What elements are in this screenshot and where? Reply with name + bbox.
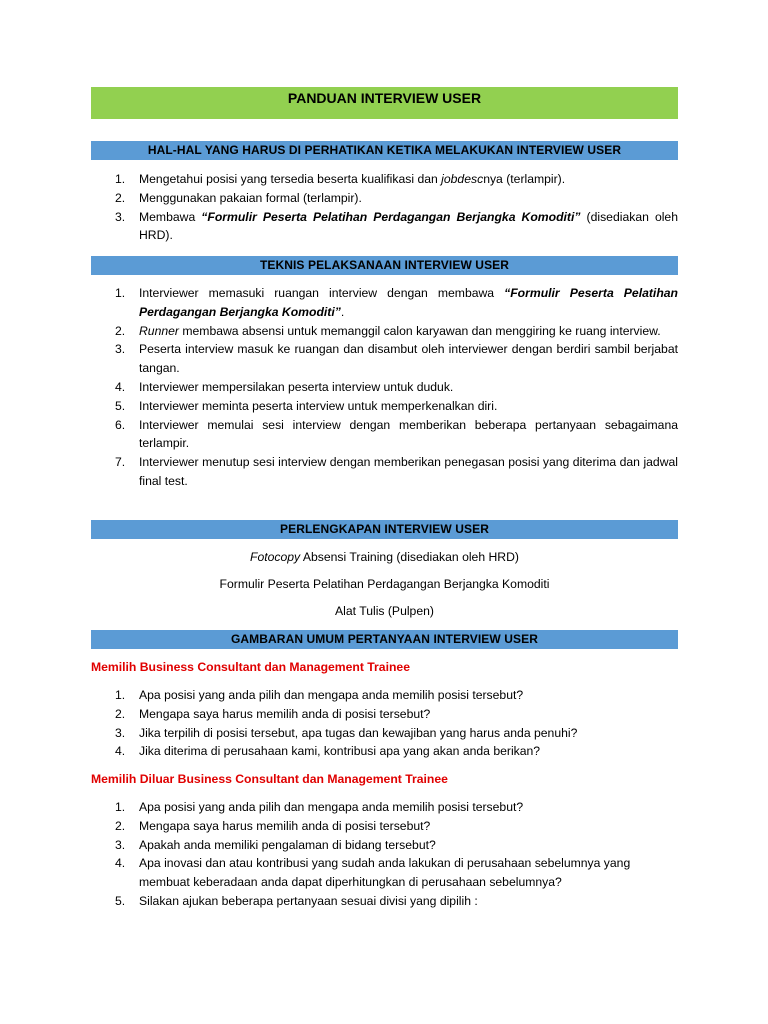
list-item	[91, 798, 678, 817]
list-text: Mengetahui posisi yang tersedia beserta kualifikasi dan	[139, 172, 442, 186]
list-number: 2.	[115, 323, 126, 338]
list-item	[91, 453, 678, 491]
list-text: Mengapa saya harus memilih anda di posisi tersebut?	[139, 706, 431, 721]
section-heading-gambaran: GAMBARAN UMUM PERTANYAAN INTERVIEW USER	[91, 630, 678, 649]
page-title: PANDUAN INTERVIEW USER	[91, 87, 678, 119]
hal-list	[91, 170, 678, 245]
subheading-diluar-business-consultant: Memilih Diluar Business Consultant dan Management Trainee	[91, 772, 448, 786]
list-number: 3.	[115, 209, 126, 224]
list-item	[91, 742, 678, 761]
list-text: Apa inovasi dan atau kontribusi yang sudah anda lakukan di perusahaan sebelumnya yang membuat keberadaan anda dapat diperhitungkan di perusahaan sebelumnya?	[139, 856, 631, 890]
list-item	[91, 724, 678, 743]
questions-list-2	[91, 798, 678, 911]
list-text: nya (terlampir).	[483, 172, 566, 186]
list-item	[91, 836, 678, 855]
questions-list-1	[91, 686, 678, 761]
list-item	[91, 189, 678, 208]
list-number: 5.	[115, 398, 126, 413]
list-text: Menggunakan pakaian formal (terlampir).	[139, 190, 362, 205]
list-number: 4.	[115, 379, 126, 394]
list-text: Interviewer memasuki ruangan interview dengan membawa	[139, 286, 505, 300]
list-text-italic: jobdesc	[441, 172, 484, 186]
list-number: 2.	[115, 190, 126, 205]
list-text: Apa posisi yang anda pilih dan mengapa anda memilih posisi tersebut?	[139, 800, 524, 814]
list-text-italic: Runner	[139, 323, 179, 338]
list-text-bold-italic: “Formulir Peserta Pelatihan Perdagangan Berjangka Komoditi”	[201, 209, 581, 224]
list-text: Apa posisi yang anda pilih dan mengapa anda memilih posisi tersebut?	[139, 688, 524, 702]
list-text: (disediakan oleh HRD).	[139, 209, 678, 243]
equipment-text: Absensi Training (disediakan oleh HRD)	[300, 550, 519, 564]
section-heading-hal: HAL-HAL YANG HARUS DI PERHATIKAN KETIKA MELAKUKAN INTERVIEW USER	[91, 141, 678, 160]
subheading-business-consultant: Memilih Business Consultant dan Management Trainee	[91, 660, 410, 674]
list-number: 5.	[115, 893, 126, 908]
list-number: 2.	[115, 818, 126, 833]
list-text: Interviewer memulai sesi interview dengan memberikan beberapa pertanyaan sebagaimana terlampir.	[139, 417, 678, 451]
list-item	[91, 416, 678, 454]
list-item	[91, 208, 678, 246]
list-text: Jika terpilih di posisi tersebut, apa tugas dan kewajiban yang harus anda penuhi?	[139, 725, 578, 740]
teknis-list	[91, 284, 678, 491]
equipment-text-italic: Fotocopy	[250, 550, 301, 564]
list-text: Silakan ajukan beberapa pertanyaan sesuai divisi yang dipilih :	[139, 893, 478, 908]
list-text: Apakah anda memiliki pengalaman di bidang tersebut?	[139, 837, 436, 852]
list-item	[91, 378, 678, 397]
list-text: Membawa	[139, 209, 202, 224]
list-number: 2.	[115, 706, 126, 721]
list-item	[91, 322, 678, 341]
list-number: 3.	[115, 837, 126, 852]
list-number: 4.	[115, 744, 126, 759]
list-number: 1.	[115, 286, 126, 300]
list-number: 1.	[115, 800, 126, 814]
list-item	[91, 340, 678, 378]
list-item	[91, 817, 678, 836]
section-heading-teknis: TEKNIS PELAKSANAAN INTERVIEW USER	[91, 256, 678, 275]
list-item	[91, 397, 678, 416]
list-item	[91, 284, 678, 322]
list-number: 3.	[115, 342, 126, 357]
list-number: 3.	[115, 725, 126, 740]
list-text: Interviewer menutup sesi interview dengan memberikan penegasan posisi yang diterima dan jadwal final test.	[139, 455, 678, 488]
list-number: 1.	[115, 172, 126, 186]
list-text: Interviewer mempersilakan peserta interview untuk duduk.	[139, 379, 454, 394]
list-text: Jika diterima di perusahaan kami, kontribusi apa yang akan anda berikan?	[139, 744, 541, 759]
list-number: 4.	[115, 856, 126, 871]
list-item	[91, 705, 678, 724]
section-heading-perlengkapan: PERLENGKAPAN INTERVIEW USER	[91, 520, 678, 539]
equipment-item: Alat Tulis (Pulpen)	[335, 604, 434, 618]
list-number: 6.	[115, 417, 126, 432]
list-text: Interviewer meminta peserta interview untuk memperkenalkan diri.	[139, 398, 498, 413]
list-text: membawa absensi untuk memanggil calon karyawan dan menggiring ke ruang interview.	[178, 323, 661, 338]
list-item	[91, 170, 678, 189]
list-number: 1.	[115, 688, 126, 702]
list-item	[91, 686, 678, 705]
list-text: Peserta interview masuk ke ruangan dan disambut oleh interviewer dengan berdiri sambil berjabat tangan.	[139, 342, 678, 376]
list-item	[91, 854, 678, 892]
list-text: Mengapa saya harus memilih anda di posisi tersebut?	[139, 818, 431, 833]
list-number: 7.	[115, 455, 126, 470]
list-item	[91, 892, 678, 911]
list-text: .	[340, 304, 345, 319]
equipment-item: Formulir Peserta Pelatihan Perdagangan Berjangka Komoditi	[219, 577, 550, 591]
equipment-item	[91, 548, 678, 566]
list-text-bold-italic: “Formulir Peserta Pelatihan Perdagangan Berjangka Komoditi”	[139, 286, 678, 319]
